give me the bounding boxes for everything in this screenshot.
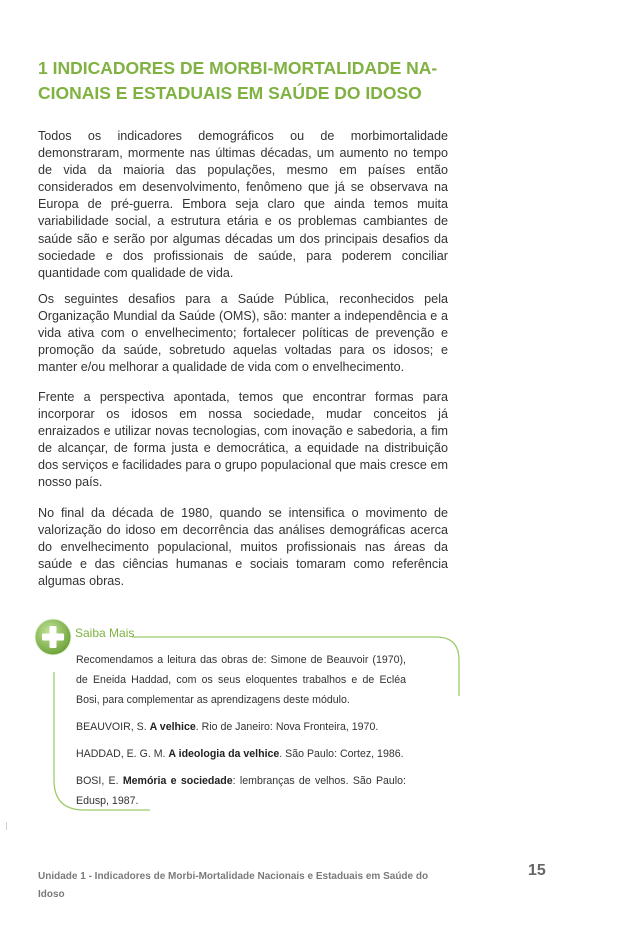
margin-mark xyxy=(6,822,7,830)
heading-line-1: 1 INDICADORES DE MORBI-MORTALIDADE NA- xyxy=(38,58,438,78)
saiba-mais-content xyxy=(76,650,406,818)
body-paragraph-4: No final da década de 1980, quando se intensifica o movimento de valorização do idoso em decorrência das análises demográficas acerca do envelhecimento populacional, muitos profissionais nas áreas da saúde e das ciências humanas e sociais tomaram como referência algumas obras. xyxy=(38,506,448,589)
section-heading xyxy=(38,56,438,106)
reference-item: HADDAD, E. G. M. A ideologia da velhice. São Paulo: Cortez, 1986. xyxy=(76,748,404,760)
body-paragraph-2: Os seguintes desafios para a Saúde Pública, reconhecidos pela Organização Mundial da Saúde (OMS), são: manter a independência e a vida ativa com o envelhecimento; fortalecer políticas de prevenção e promoção da saúde, sobretudo aquelas voltadas para os idosos; e manter e/ou melhorar a qualidade de vida com o envelhecimento. xyxy=(38,292,448,375)
page-number: 15 xyxy=(528,862,546,879)
body-paragraph-1: Todos os indicadores demográficos ou de morbimortalidade demonstraram, mormente nas últimas décadas, um aumento no tempo de vida da maioria das populações, mesmo em países então considerados em desenvolvimento, fenômeno que já se observava na Europa de pré-guerra. Embora seja claro que ainda temos muita variabilidade social, a estrutura etária e os problemas cambiantes de saúde são e serão por algumas décadas um dos principais desafios da sociedade e dos profissionais de saúde, para poderem conciliar quantidade com qualidade de vida. xyxy=(38,129,448,280)
heading-line-2: CIONAIS E ESTADUAIS EM SAÚDE DO IDOSO xyxy=(38,83,422,103)
reference-item: BOSI, E. Memória e sociedade: lembranças de velhos. São Paulo: Edusp, 1987. xyxy=(76,775,406,807)
running-footer: Unidade 1 - Indicadores de Morbi-Mortalidade Nacionais e Estaduais em Saúde do Idoso xyxy=(38,871,429,900)
reference-item: BEAUVOIR, S. A velhice. Rio de Janeiro: Nova Fronteira, 1970. xyxy=(76,721,379,733)
saiba-mais-title: Saiba Mais xyxy=(75,626,135,640)
body-paragraph-3: Frente a perspectiva apontada, temos que encontrar formas para incorporar os idosos em nossa sociedade, mudar conceitos já enraizados e utilizar novas tecnologias, com inovação e sabedoria, a fim de alcançar, de forma justa e democrática, a equidade na distribuição dos serviços e facilidades para o grupo populacional que mais cresce em nosso país. xyxy=(38,390,448,490)
saiba-mais-intro: Recomendamos a leitura das obras de: Simone de Beauvoir (1970), de Eneida Haddad, com os seus eloquentes trabalhos e de Ecléa Bosi, para complementar as aprendizagens deste módulo. xyxy=(76,654,406,706)
green-plus-circle-icon xyxy=(33,617,73,657)
